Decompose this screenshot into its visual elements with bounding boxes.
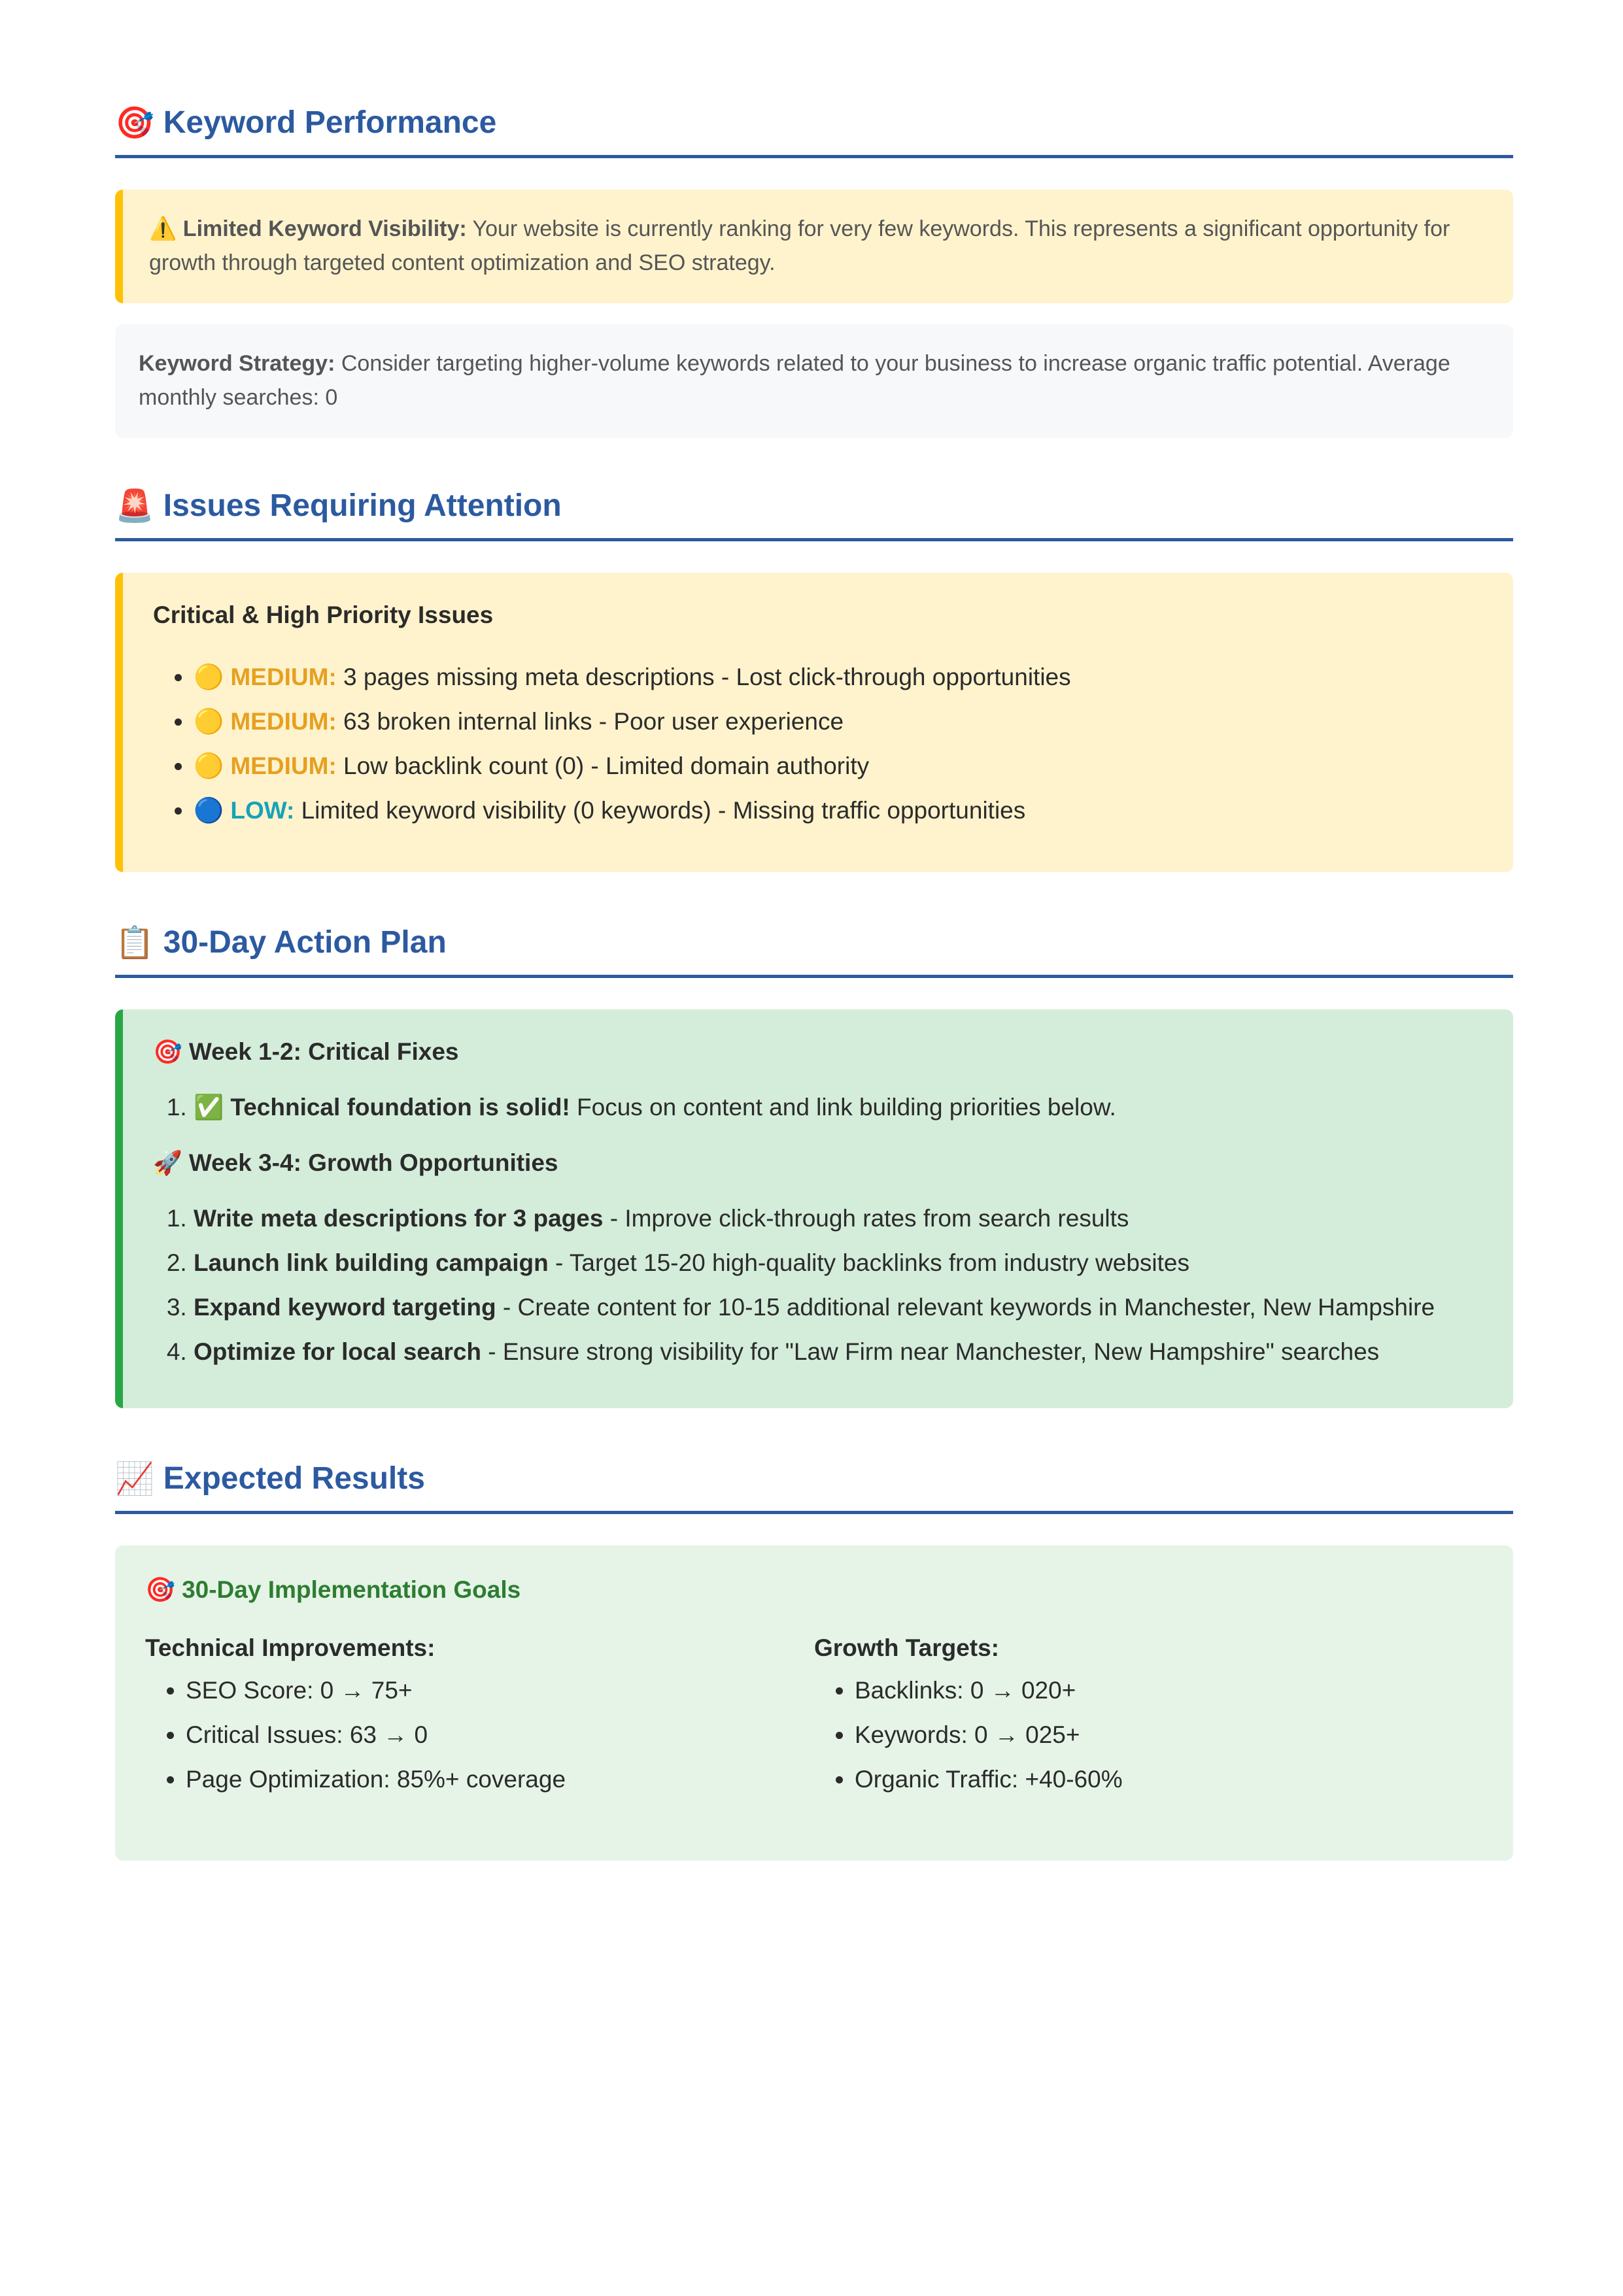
keyword-visibility-alert	[115, 190, 1513, 303]
siren-icon: 🚨	[115, 487, 154, 524]
alert-label: Limited Keyword Visibility:	[182, 216, 467, 241]
issue-item	[194, 788, 1483, 833]
plan-item-bold: Launch link building campaign	[194, 1249, 549, 1276]
plan-item-text: - Create content for 10-15 additional relevant keywords in Manchester, New Hampshire	[496, 1294, 1435, 1321]
technical-improvements-list	[145, 1668, 814, 1802]
issue-level: MEDIUM:	[230, 752, 337, 779]
issue-level: MEDIUM:	[230, 664, 337, 690]
target-icon: 🎯	[145, 1576, 176, 1604]
implementation-goals-title: 30-Day Implementation Goals	[182, 1576, 521, 1603]
plan-item-bold: Write meta descriptions for 3 pages	[194, 1205, 604, 1232]
goal-item: • Backlinks: 0 → 020+	[855, 1668, 1483, 1713]
issues-title: Issues Requiring Attention	[163, 488, 562, 523]
expected-results-heading	[115, 1460, 1513, 1514]
check-mark-icon: ✅	[194, 1093, 224, 1121]
issue-level: LOW:	[230, 797, 295, 824]
action-plan-title: 30-Day Action Plan	[163, 925, 447, 960]
goal-item: • Keywords: 0 → 025+	[855, 1713, 1483, 1757]
strategy-text: Consider targeting higher-volume keywords related to your business to increase organic traffic potential. Average monthly searches: 0	[139, 351, 1450, 410]
issues-box-title: Critical & High Priority Issues	[153, 601, 494, 628]
plan-item	[194, 1196, 1483, 1241]
technical-improvements-title: Technical Improvements:	[145, 1634, 436, 1661]
strategy-label: Keyword Strategy:	[139, 351, 335, 376]
keyword-performance-title: Keyword Performance	[163, 105, 497, 140]
goal-item: • SEO Score: 0 → 75+	[186, 1668, 814, 1713]
issues-heading	[115, 488, 1513, 541]
chart-increasing-icon: 📈	[115, 1460, 154, 1497]
issue-text: 3 pages missing meta descriptions - Lost click-through opportunities	[336, 664, 1071, 690]
issues-box	[115, 573, 1513, 872]
action-plan-heading	[115, 924, 1513, 978]
technical-improvements-column	[145, 1634, 814, 1802]
plan-item-text: - Target 15-20 high-quality backlinks from industry websites	[548, 1249, 1189, 1276]
issue-item	[194, 700, 1483, 744]
issue-text: Low backlink count (0) - Limited domain authority	[336, 752, 870, 779]
yellow-circle-icon: 🟡	[194, 707, 224, 735]
goal-item: • Critical Issues: 63 → 0	[186, 1713, 814, 1757]
expected-results-title: Expected Results	[163, 1461, 425, 1496]
issue-level: MEDIUM:	[230, 708, 337, 735]
goal-item: • Organic Traffic: +40-60%	[855, 1757, 1483, 1802]
growth-targets-title: Growth Targets:	[814, 1634, 999, 1661]
week-3-4-list	[153, 1196, 1483, 1374]
rocket-icon: 🚀	[153, 1150, 182, 1177]
issue-item	[194, 744, 1483, 788]
issues-list	[153, 655, 1483, 833]
plan-item	[194, 1330, 1483, 1374]
week-1-2-title: Week 1-2: Critical Fixes	[188, 1038, 459, 1065]
week-1-2-list	[153, 1085, 1483, 1130]
issue-text: 63 broken internal links - Poor user experience	[336, 708, 844, 735]
plan-item-text: - Improve click-through rates from search results	[603, 1205, 1129, 1232]
goal-item: • Page Optimization: 85%+ coverage	[186, 1757, 814, 1802]
growth-targets-list	[814, 1668, 1483, 1802]
action-plan-box	[115, 1009, 1513, 1408]
keyword-strategy-box	[115, 324, 1513, 438]
growth-targets-column	[814, 1634, 1483, 1802]
plan-item-bold: Optimize for local search	[194, 1338, 482, 1365]
week-3-4-title: Week 3-4: Growth Opportunities	[188, 1149, 558, 1176]
clipboard-icon: 📋	[115, 924, 154, 961]
plan-item-text: - Ensure strong visibility for "Law Firm near Manchester, New Hampshire" searches	[481, 1338, 1380, 1365]
alert-text: Your website is currently ranking for very few keywords. This represents a significant opportunity for growth through targeted content optimization and SEO strategy.	[149, 216, 1450, 275]
plan-item	[194, 1085, 1483, 1130]
implementation-goals-box	[115, 1545, 1513, 1861]
plan-item-bold: Technical foundation is solid!	[230, 1094, 570, 1121]
target-icon: 🎯	[115, 104, 154, 141]
warning-icon: ⚠️	[149, 216, 177, 242]
implementation-goals-heading	[145, 1576, 1483, 1604]
plan-item-bold: Expand keyword targeting	[194, 1294, 496, 1321]
plan-item	[194, 1241, 1483, 1285]
report-content	[115, 105, 1513, 1861]
target-icon: 🎯	[153, 1039, 182, 1066]
plan-item	[194, 1285, 1483, 1330]
plan-item-text: Focus on content and link building priorities below.	[570, 1094, 1116, 1121]
issue-item	[194, 655, 1483, 700]
blue-circle-icon: 🔵	[194, 796, 224, 824]
issue-text: Limited keyword visibility (0 keywords) - Missing traffic opportunities	[294, 797, 1026, 824]
keyword-performance-heading	[115, 105, 1513, 158]
yellow-circle-icon: 🟡	[194, 752, 224, 780]
goals-columns	[145, 1634, 1483, 1802]
week-3-4-heading	[153, 1149, 1483, 1177]
week-1-2-heading	[153, 1038, 1483, 1066]
yellow-circle-icon: 🟡	[194, 663, 224, 691]
